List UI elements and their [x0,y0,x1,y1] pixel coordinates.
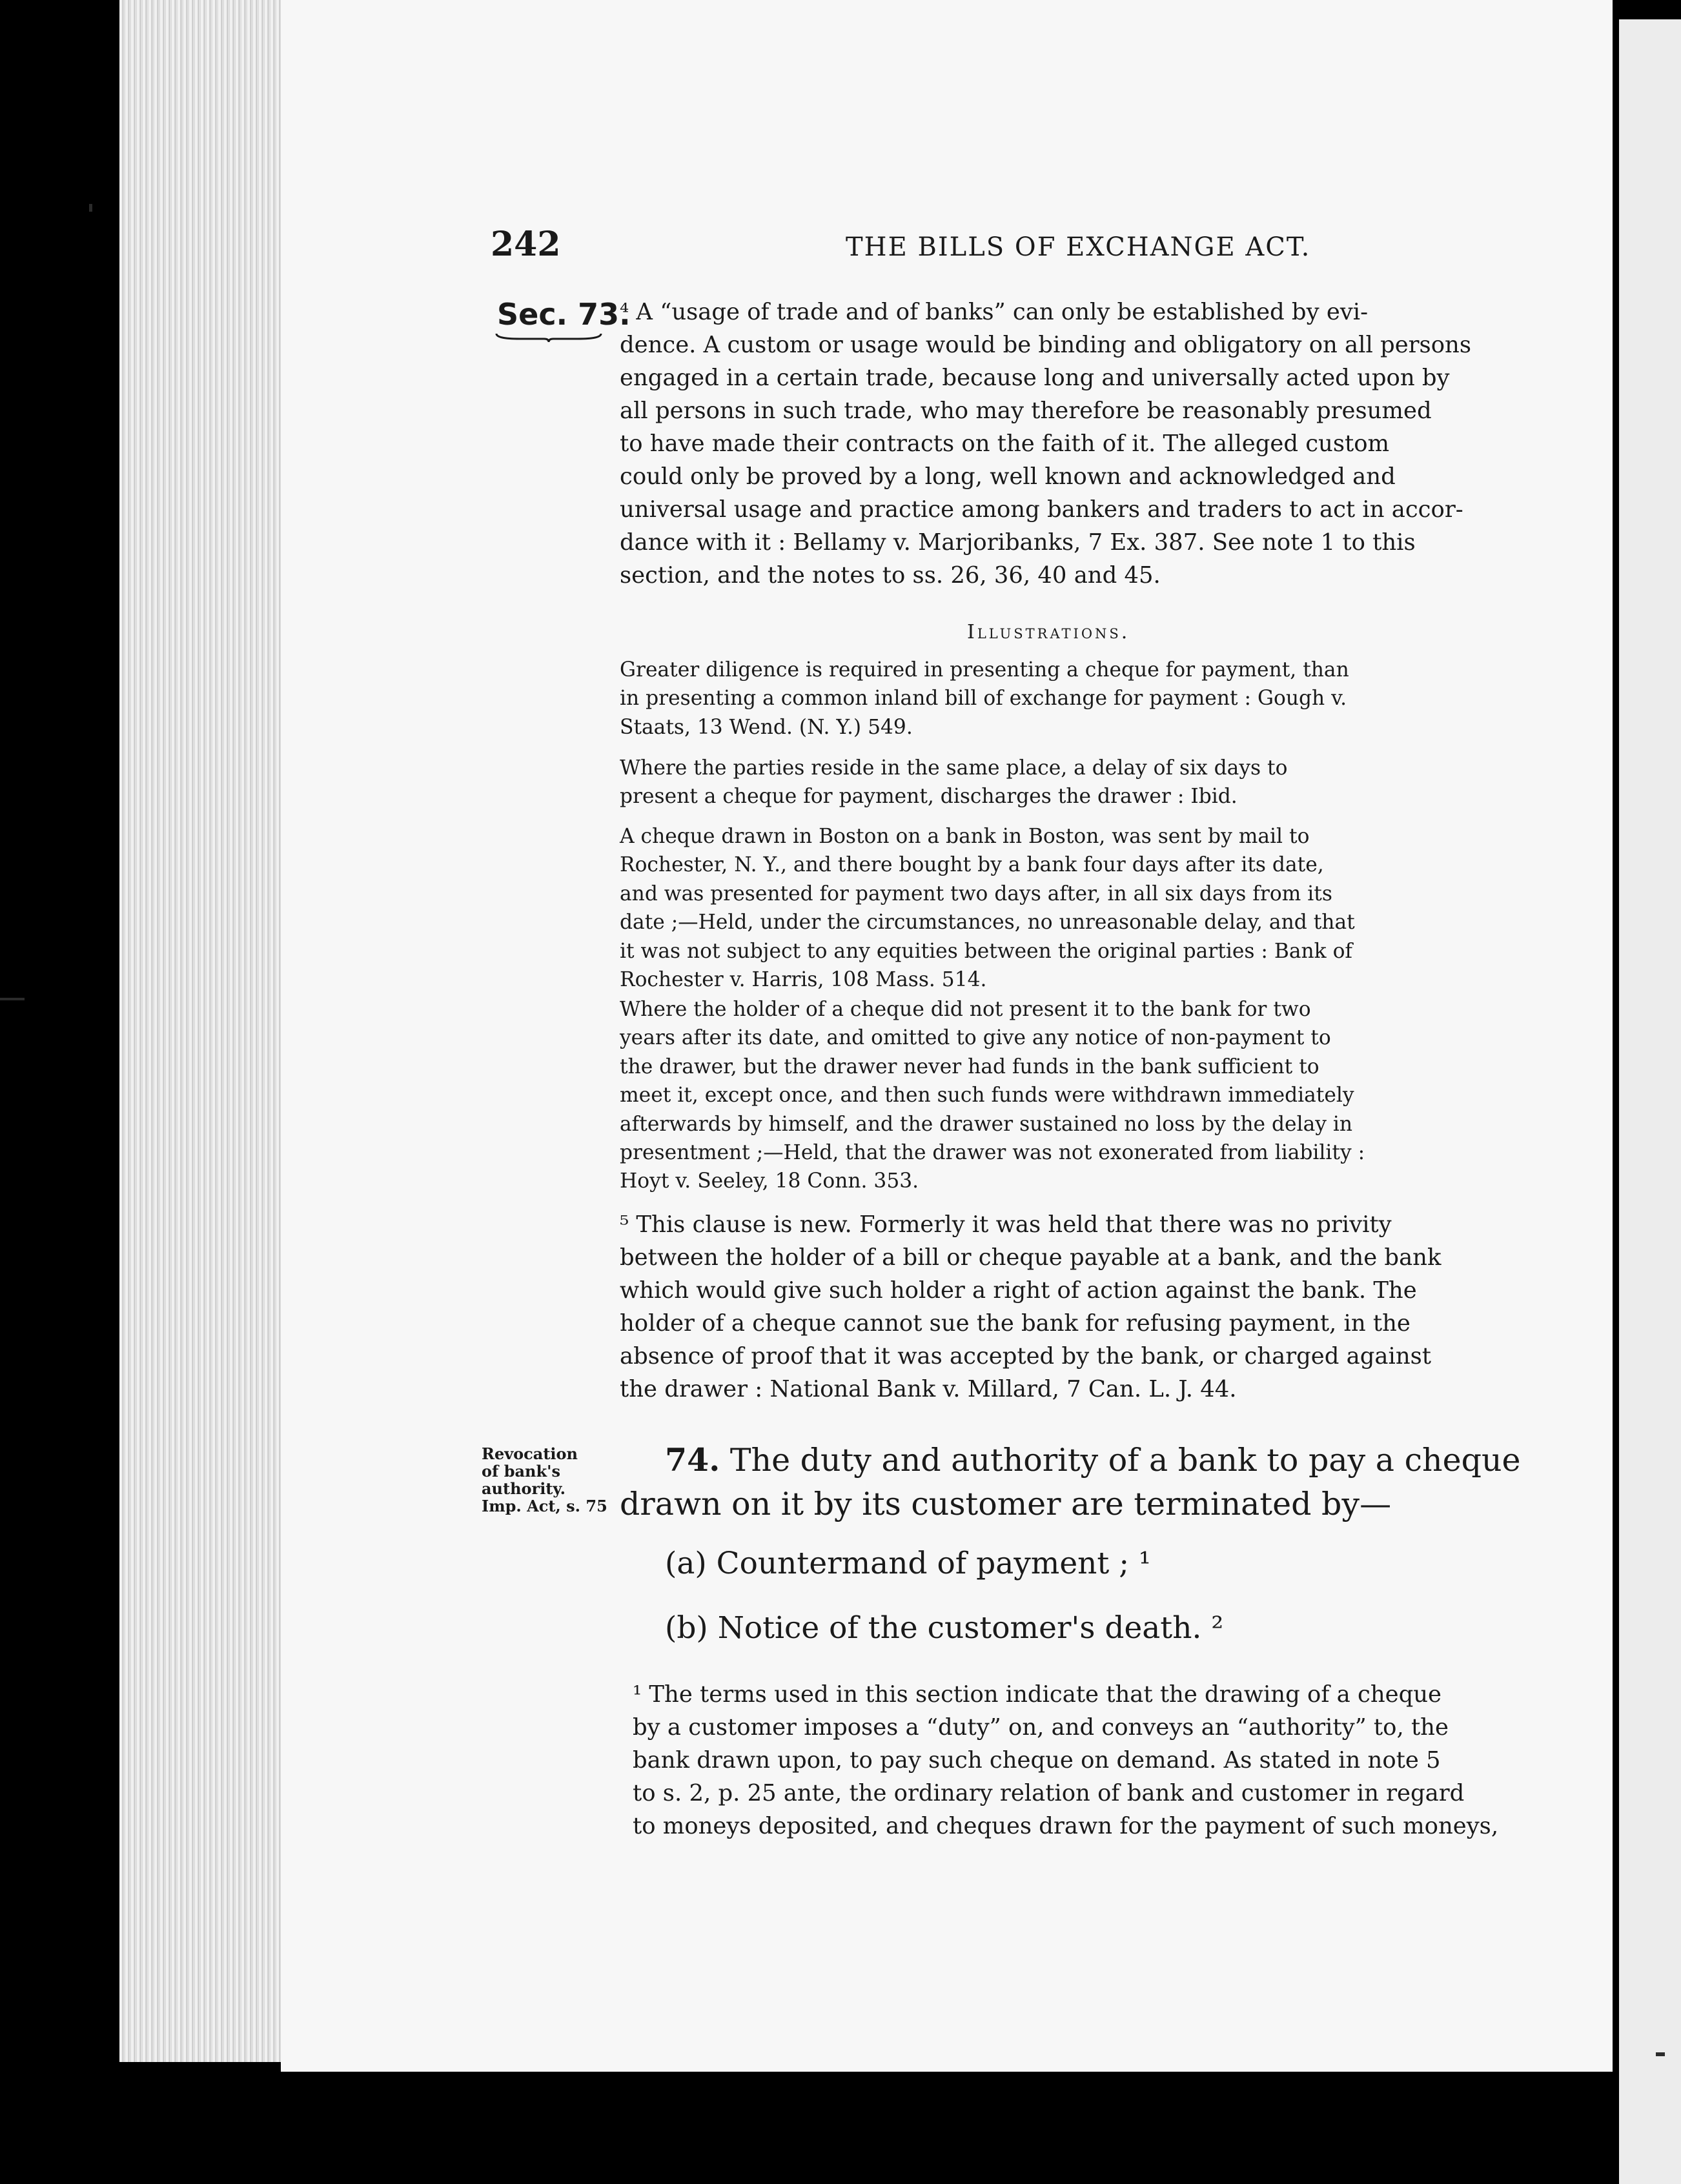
page-number: 242 [491,225,561,264]
illustration-1 [620,656,1502,742]
footnote-1-line: ¹ The terms used in this section indicate that the drawing of a cheque [633,1681,1442,1708]
clause-b: (b) Notice of the customer's death. ² [665,1610,1224,1646]
scan-speck [1656,2052,1665,2056]
note-4-line: to have made their contracts on the faith of it. The alleged custom [620,430,1390,457]
section-74-line-2: drawn on it by its customer are terminated by— [620,1486,1392,1522]
note-5 [620,1208,1502,1406]
footnote-1-line: bank drawn upon, to pay such cheque on demand. As stated in note 5 [633,1747,1441,1774]
section-74-line-1: The duty and authority of a bank to pay a cheque [720,1442,1521,1479]
book-page-edges [119,0,281,2062]
note-4-line: ⁴ A “usage of trade and of banks” can only be established by evi- [620,299,1369,325]
note-4-line: engaged in a certain trade, because long and universally acted upon by [620,365,1450,391]
illustration-line: present a cheque for payment, discharges the drawer : Ibid. [620,785,1238,809]
note-5-line: absence of proof that it was accepted by the bank, or charged against [620,1343,1432,1370]
footnote-1-line: to s. 2, p. 25 ante, the ordinary relation of bank and customer in regard [633,1780,1465,1806]
section-label: Sec. 73. [497,297,631,332]
running-head: THE BILLS OF EXCHANGE ACT. [846,232,1311,262]
illustration-line: Where the holder of a cheque did not present it to the bank for two [620,998,1311,1021]
illustration-line: presentment ;—Held, that the drawer was not exonerated from liability : [620,1141,1365,1165]
note-5-line: holder of a cheque cannot sue the bank for refusing payment, in the [620,1310,1411,1337]
illustration-2 [620,754,1502,811]
note-4-line: could only be proved by a long, well known and acknowledged and [620,463,1396,490]
illustration-line: Greater diligence is required in presenting a cheque for payment, than [620,658,1349,682]
illustration-line: Rochester, N. Y., and there bought by a bank four days after its date, [620,853,1324,877]
margin-note: Revocation of bank's authority. Imp. Act, s. 75 [482,1444,607,1515]
illustration-line: years after its date, and omitted to give any notice of non-payment to [620,1026,1331,1050]
note-4-line: universal usage and practice among bankers and traders to act in accor- [620,496,1463,523]
gutter-shadow [1613,0,1619,2184]
footnote-1-line: to moneys deposited, and cheques drawn for the payment of such moneys, [633,1813,1499,1839]
note-4-line: dance with it : Bellamy v. Marjoribanks, 7 Ex. 387. See note 1 to this [620,529,1416,556]
note-4-line: all persons in such trade, who may therefore be reasonably presumed [620,398,1432,424]
facing-page-edge [1619,19,1681,2184]
footnote-1-line: by a customer imposes a “duty” on, and conveys an “authority” to, the [633,1714,1449,1741]
illustration-line: afterwards by himself, and the drawer sustained no loss by the delay in [620,1112,1353,1136]
note-5-line: between the holder of a bill or cheque payable at a bank, and the bank [620,1244,1442,1271]
footnote-1 [633,1678,1511,1843]
section-74-number: 74. [665,1441,720,1479]
illustration-line: date ;—Held, under the circumstances, no unreasonable delay, and that [620,911,1355,935]
section-74-heading [620,1438,1521,1526]
illustration-line: meet it, except once, and then such funds were withdrawn immediately [620,1084,1354,1107]
illustration-line: in presenting a common inland bill of exchange for payment : Gough v. [620,687,1347,711]
note-4-line: dence. A custom or usage would be binding and obligatory on all persons [620,332,1471,358]
note-4 [620,296,1502,592]
illustration-line: Hoyt v. Seeley, 18 Conn. 353. [620,1169,919,1193]
scan-speck [89,204,92,212]
illustration-line: A cheque drawn in Boston on a bank in Boston, was sent by mail to [620,825,1310,848]
note-5-line: the drawer : National Bank v. Millard, 7 Can. L. J. 44. [620,1376,1237,1402]
illustrations-heading: Illustrations. [967,621,1130,643]
clause-a: (a) Countermand of payment ; ¹ [665,1546,1151,1581]
illustration-3 [620,822,1502,994]
note-4-line: section, and the notes to ss. 26, 36, 40 and 45. [620,562,1161,589]
illustration-line: the drawer, but the drawer never had funds in the bank sufficient to [620,1055,1319,1078]
illustration-4 [620,995,1502,1196]
illustration-line: Rochester v. Harris, 108 Mass. 514. [620,968,987,992]
illustration-line: it was not subject to any equities between the original parties : Bank of [620,939,1353,963]
brace-ornament [494,331,604,343]
illustration-line: and was presented for payment two days after, in all six days from its [620,882,1332,905]
illustration-line: Staats, 13 Wend. (N. Y.) 549. [620,715,913,739]
scan-speck [0,998,25,1000]
note-5-line: which would give such holder a right of action against the bank. The [620,1277,1417,1304]
illustration-line: Where the parties reside in the same place, a delay of six days to [620,756,1288,780]
note-5-line: ⁵ This clause is new. Formerly it was held that there was no privity [620,1211,1392,1238]
